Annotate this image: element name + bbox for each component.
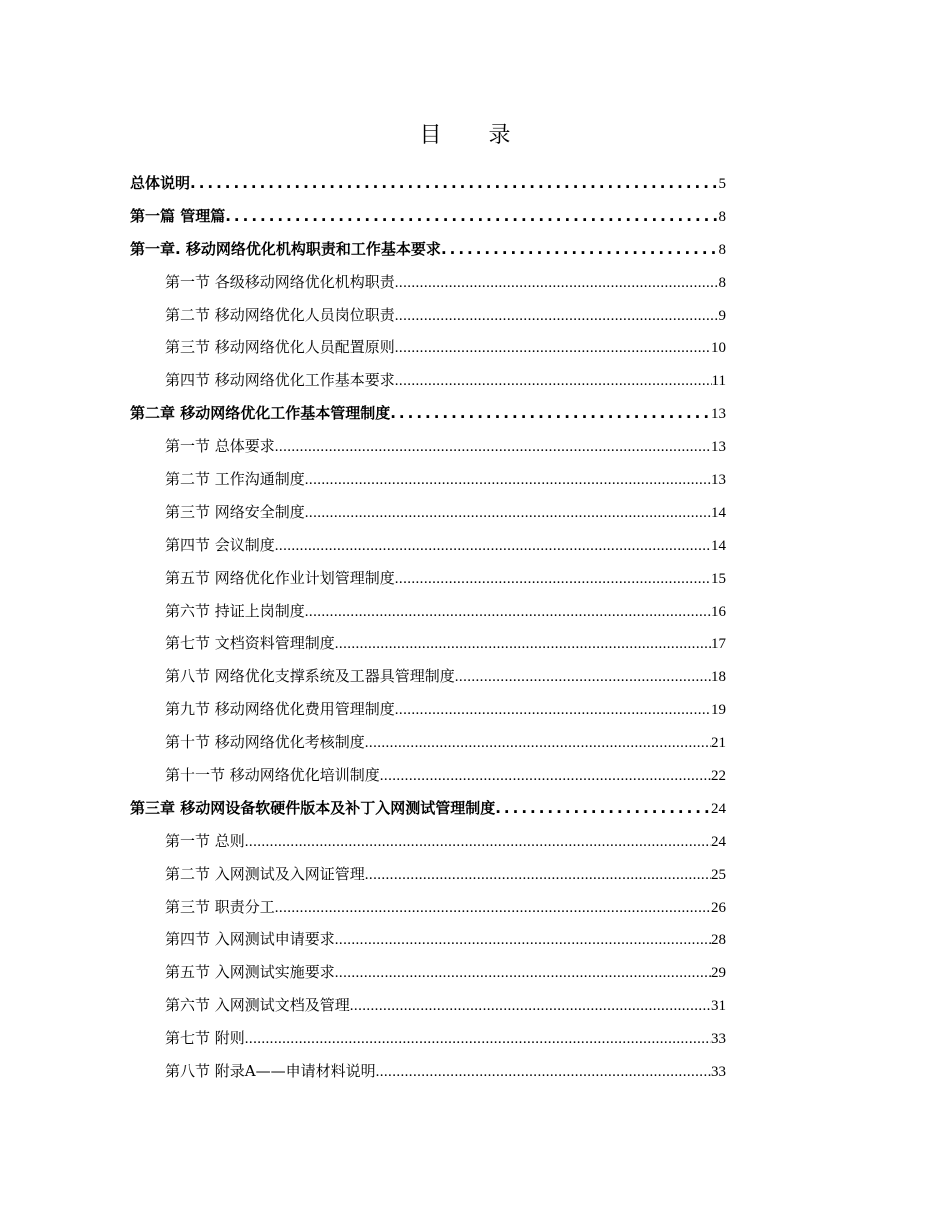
toc-page-number: 25: [711, 866, 726, 883]
toc-dot-leader: [275, 896, 711, 920]
toc-entry[interactable]: [130, 500, 726, 533]
toc-page-number: 10: [711, 340, 726, 357]
toc-page-number: 16: [711, 603, 726, 620]
toc-page-number: 17: [711, 636, 726, 653]
toc-entry[interactable]: [130, 303, 726, 336]
toc-page-number: 13: [711, 472, 726, 489]
toc-page-number: 33: [711, 1064, 726, 1081]
page-title: 目 录: [419, 123, 531, 148]
toc-dot-leader: [395, 271, 719, 295]
toc-entry-label: 第三节 网络安全制度: [165, 502, 305, 521]
toc-entry[interactable]: [130, 730, 726, 763]
toc-entry-label: 第三章 移动网设备软硬件版本及补丁入网测试管理制度: [130, 798, 496, 817]
toc-entry-label: 第八节 网络优化支撑系统及工器具管理制度: [165, 667, 455, 686]
toc-entry[interactable]: [130, 566, 726, 599]
toc-entry-label: 第七节 文档资料管理制度: [165, 634, 335, 653]
toc-entry-label: 第六节 持证上岗制度: [165, 601, 305, 620]
toc-entry[interactable]: [130, 697, 726, 730]
toc-page-number: 8: [718, 208, 726, 225]
toc-page-number: 14: [711, 504, 726, 521]
toc-dot-leader: [305, 468, 711, 492]
toc-entry-label: 第四节 会议制度: [165, 535, 275, 554]
toc-entry-label: 第十节 移动网络优化考核制度: [165, 733, 365, 752]
toc-entry-label: 第五节 网络优化作业计划管理制度: [165, 568, 395, 587]
toc-page-number: 8: [718, 241, 726, 258]
toc-dot-leader: [395, 369, 712, 393]
toc-entry-label: 第三节 移动网络优化人员配置原则: [165, 338, 395, 357]
toc-page-number: 13: [711, 439, 726, 456]
toc-page-number: 18: [711, 669, 726, 686]
toc-entry[interactable]: [130, 1059, 726, 1092]
toc-entry[interactable]: [130, 796, 726, 829]
toc-entry-label: 第七节 附则: [165, 1029, 245, 1048]
toc-dot-leader: [245, 1027, 711, 1051]
toc-entry-label: 总体说明: [130, 174, 191, 192]
toc-dot-leader: [395, 698, 711, 722]
toc-page-number: 21: [711, 735, 726, 752]
toc-entry-label: 第一章. 移动网络优化机构职责和工作基本要求: [130, 239, 441, 258]
toc-dot-leader: [495, 796, 711, 820]
toc-entry[interactable]: [130, 401, 726, 434]
toc-dot-leader: [335, 632, 711, 656]
toc-dot-leader: [245, 830, 711, 854]
toc-page-number: 13: [711, 406, 726, 423]
toc-entry-label: 第八节 附录A——申请材料说明: [165, 1062, 376, 1081]
toc-dot-leader: [335, 961, 711, 985]
toc-page-number: 31: [711, 998, 726, 1015]
toc-entry[interactable]: [130, 533, 726, 566]
toc-entry[interactable]: [130, 1026, 726, 1059]
toc-page-number: 14: [711, 537, 726, 554]
toc-entry[interactable]: [130, 763, 726, 796]
toc-entry-label: 第二章 移动网络优化工作基本管理制度: [130, 404, 391, 423]
toc-entry[interactable]: [130, 960, 726, 993]
toc-entry-label: 第六节 入网测试文档及管理: [165, 996, 350, 1015]
toc-entry-label: 第一篇 管理篇: [130, 206, 226, 225]
toc-page-number: 19: [711, 702, 726, 719]
toc-dot-leader: [365, 731, 711, 755]
toc-page-number: 8: [718, 274, 726, 291]
toc-entry[interactable]: [130, 270, 726, 303]
toc-dot-leader: [335, 928, 711, 952]
toc-page-number: 24: [711, 800, 726, 817]
toc-page-number: 15: [711, 570, 726, 587]
toc-entry[interactable]: [130, 599, 726, 632]
toc-dot-leader: [305, 501, 711, 525]
toc-entry[interactable]: [130, 204, 726, 237]
toc-entry-label: 第三节 职责分工: [165, 897, 275, 916]
toc-dot-leader: [395, 336, 711, 360]
toc-entry-label: 第十一节 移动网络优化培训制度: [165, 766, 380, 785]
toc-entry[interactable]: [130, 895, 726, 928]
toc-dot-leader: [395, 567, 711, 591]
toc-page-number: 33: [711, 1031, 726, 1048]
toc-page-number: 24: [711, 833, 726, 850]
toc-entry[interactable]: [130, 829, 726, 862]
toc-dot-leader: [190, 171, 718, 195]
toc-dot-leader: [395, 304, 719, 328]
toc-dot-leader: [390, 401, 711, 425]
toc-entry-label: 第一节 总则: [165, 831, 245, 850]
toc-page-number: 11: [711, 373, 726, 390]
toc-dot-leader: [376, 1060, 711, 1084]
toc-page-number: 22: [711, 768, 726, 785]
table-of-contents: [130, 171, 726, 1092]
toc-dot-leader: [275, 534, 711, 558]
toc-entry[interactable]: [130, 927, 726, 960]
toc-dot-leader: [365, 863, 711, 887]
toc-entry-label: 第一节 总体要求: [165, 437, 275, 456]
toc-entry-label: 第二节 移动网络优化人员岗位职责: [165, 305, 395, 324]
toc-entry[interactable]: [130, 237, 726, 270]
toc-entry[interactable]: [130, 171, 726, 204]
toc-entry[interactable]: [130, 664, 726, 697]
toc-dot-leader: [225, 204, 718, 228]
toc-entry[interactable]: [130, 467, 726, 500]
toc-page-number: 29: [711, 965, 726, 982]
toc-entry-label: 第九节 移动网络优化费用管理制度: [165, 700, 395, 719]
toc-entry-label: 第二节 工作沟通制度: [165, 470, 305, 489]
toc-entry-label: 第四节 移动网络优化工作基本要求: [165, 371, 395, 390]
toc-entry-label: 第二节 入网测试及入网证管理: [165, 864, 365, 883]
toc-entry[interactable]: [130, 862, 726, 895]
toc-entry[interactable]: [130, 993, 726, 1026]
toc-dot-leader: [441, 237, 719, 261]
toc-entry[interactable]: [130, 335, 726, 368]
toc-dot-leader: [350, 994, 711, 1018]
toc-entry-label: 第一节 各级移动网络优化机构职责: [165, 272, 395, 291]
toc-page-number: 5: [718, 176, 726, 192]
toc-entry[interactable]: [130, 434, 726, 467]
toc-page-number: 9: [718, 307, 726, 324]
toc-entry[interactable]: [130, 631, 726, 664]
toc-dot-leader: [275, 435, 711, 459]
toc-dot-leader: [455, 665, 711, 689]
toc-page-number: 28: [711, 932, 726, 949]
toc-entry-label: 第五节 入网测试实施要求: [165, 963, 335, 982]
toc-entry[interactable]: [130, 368, 726, 401]
toc-dot-leader: [305, 600, 711, 624]
toc-entry-label: 第四节 入网测试申请要求: [165, 930, 335, 949]
toc-dot-leader: [380, 764, 711, 788]
toc-page-number: 26: [711, 899, 726, 916]
